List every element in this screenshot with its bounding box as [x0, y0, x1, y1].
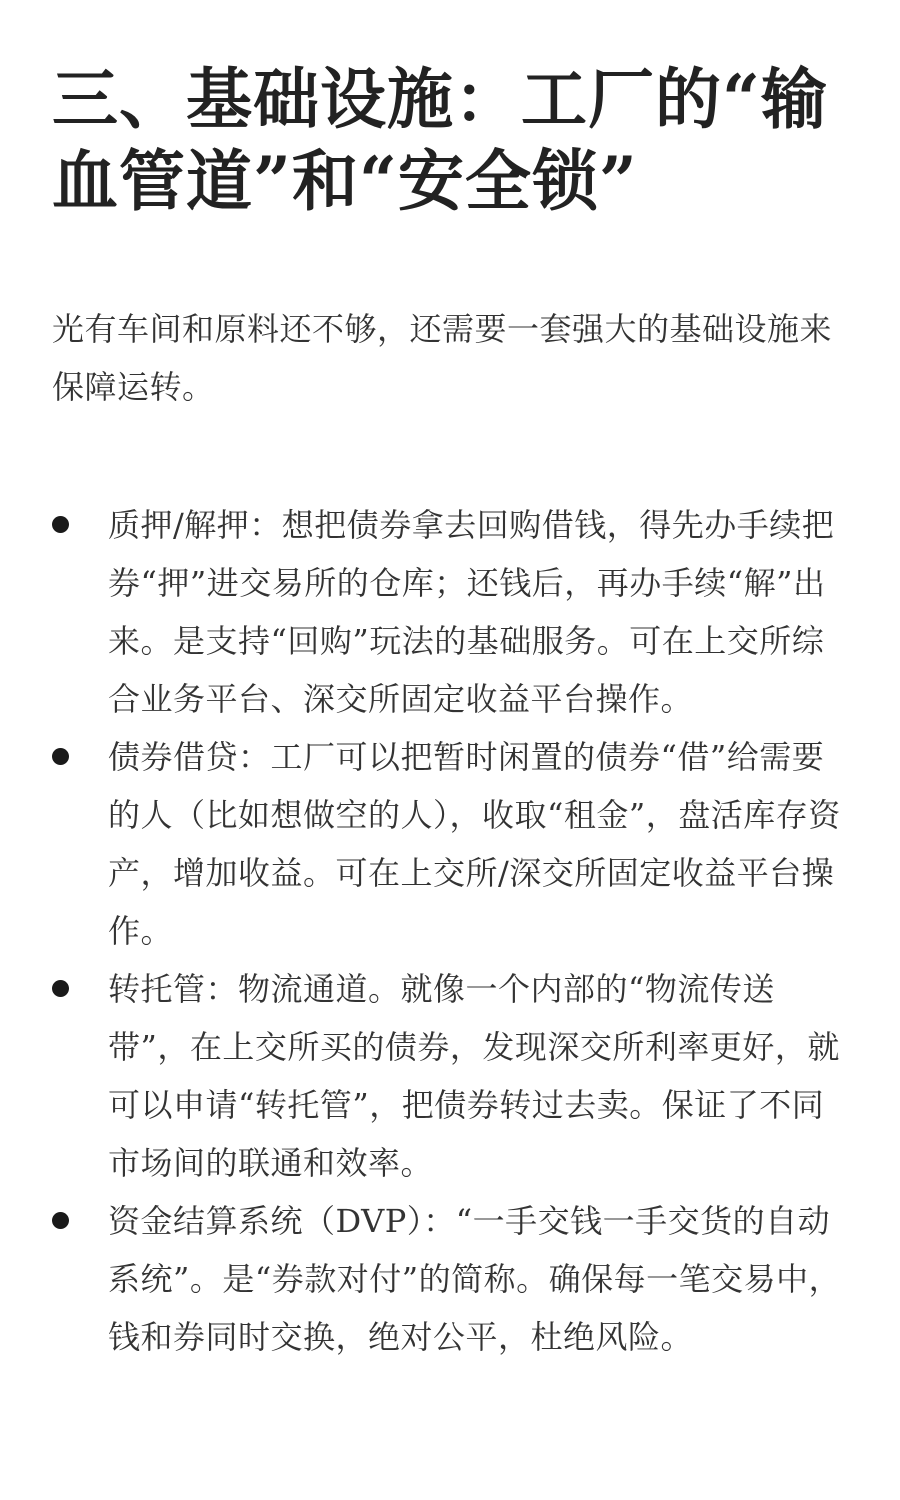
list-item-text: 债券借贷：工厂可以把暂时闲置的债券“借”给需要的人（比如想做空的人），收取“租金”，盘活库存资产，增加收益。可在上交所/深交所固定收益平台操作。: [108, 738, 841, 950]
bullet-list: [52, 496, 852, 1366]
list-item-bond-lending: [52, 728, 852, 960]
list-item-custody-transfer: [52, 960, 852, 1192]
page-title-line-2: 血管道”和“安全锁”: [52, 142, 638, 220]
list-item-dvp-settlement: [52, 1192, 852, 1366]
list-item-text: 资金结算系统（DVP）：“一手交钱一手交货的自动系统”。是“券款对付”的简称。确保每一笔交易中，钱和券同时交换，绝对公平，杜绝风险。: [108, 1202, 842, 1356]
bullet-dot-icon: [52, 980, 69, 997]
bullet-dot-icon: [52, 516, 69, 533]
page-title: [52, 0, 852, 222]
bullet-dot-icon: [52, 748, 69, 765]
page-title-line-1: 三、基础设施：工厂的“输: [52, 60, 828, 138]
list-item-text: 质押/解押：想把债券拿去回购借钱，得先办手续把券“押”进交易所的仓库；还钱后，再办手续“解”出来。是支持“回购”玩法的基础服务。可在上交所综合业务平台、深交所固定收益平台操作。: [108, 506, 835, 718]
article: [52, 0, 852, 1366]
list-item-text: 转托管：物流通道。就像一个内部的“物流传送带”，在上交所买的债券，发现深交所利率更好，就可以申请“转托管”，把债券转过去卖。保证了不同市场间的联通和效率。: [108, 970, 840, 1182]
intro-paragraph: 光有车间和原料还不够，还需要一套强大的基础设施来保障运转。: [52, 310, 833, 406]
list-item-pledge: [52, 496, 852, 728]
bullet-dot-icon: [52, 1212, 69, 1229]
